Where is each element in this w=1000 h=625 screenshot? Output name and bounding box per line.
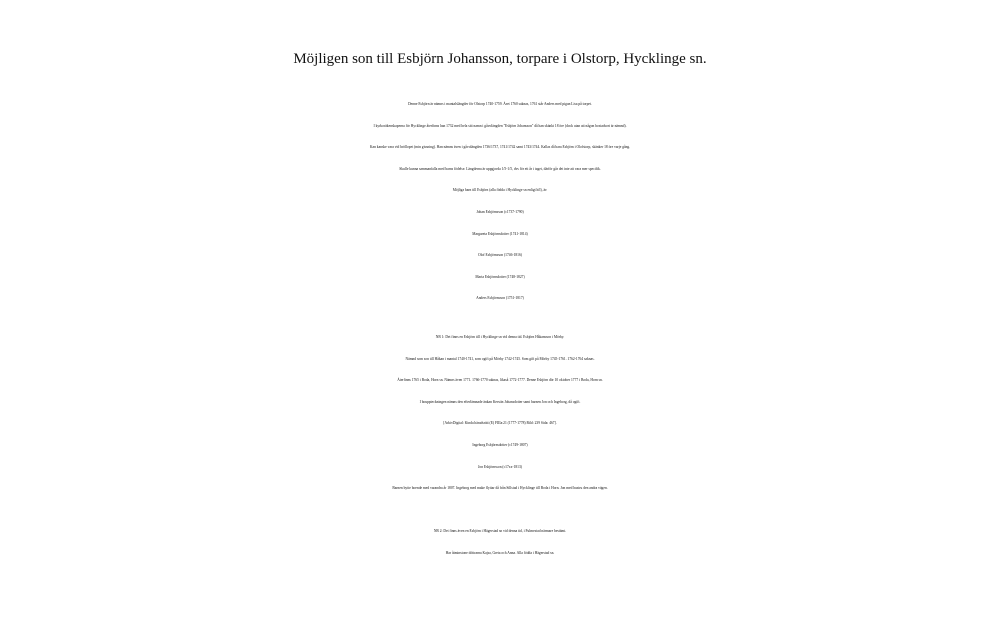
text-line: Återfinns 1765 i Boda, Horn sn. Nämns även 1771. 1766-1770 saknas, likaså 1772-1777. Denne Esbjörn dör 10 oktober 1777 i Boda, Horn sn. <box>397 378 603 383</box>
text-line: Skulle kunna sammanfalla med barns födelse. Längderna är uppgjorda 1/5-1/5, dvs för ett år i taget, därför går det inte att vara mer specifik. <box>399 166 601 171</box>
text-line: NB 1: Det finns en Esbjörn till i Hycklinge sn vid denna tid. Esbjörn Håkansson i Mörby. <box>435 335 565 339</box>
child-entry: Margareta Esbjörnsdotter (1741-1814) <box>472 231 528 236</box>
child-entry: Ingeborg Esbjörnsdotter (c1749-1807) <box>472 442 528 447</box>
intro-paragraph <box>0 94 1000 310</box>
nb2-paragraph <box>0 521 1000 564</box>
text-line: Kan kanske vara vid bröllopet (min gissning). Han nämns även i gåvolängden 1736/1737, 1741/1742 samt 1743/1744. Kallas då bara Esbjörn i Olofstorp, skänker 18 öre varje gång. <box>369 145 631 150</box>
text-line: I kyrkoräkenskaperna för Hycklinge återfinns han 1732 med hela sitt namn i gåvolängden "Esbjörn Johansson" då han skänkt 18 öre (dock utan att någon bostadsort är nämnd). <box>373 123 627 128</box>
child-entry: Maria Esbjörnsdotter (1748-1827) <box>475 274 525 279</box>
text-line: Nämnd som son till Håkan i mantal 1740-1741, som ogift på Mörby 1742-1745. Som gift på Mörby 1745-1761. 1762-1764 saknas. <box>405 356 595 361</box>
child-entry: Anders Esbjörnsson (1751-1817) <box>476 296 524 301</box>
text-line: Möjliga barn till Esbjörn (alla födda i Hycklinge sn enligt hfl), är: <box>452 188 548 193</box>
child-entry: Olof Esbjörnsson (1746-1816) <box>478 253 522 258</box>
text-line: Denne Esbjörn är nämns i mantalslängder för Olstorp 1740-1759. Året 1760 saknas, 1761 står Anders med pigan Lisa på torpet. <box>408 102 592 106</box>
text-line: I bouppteckningen nämns den efterlämnade änkan Kerstin Johansdotter samt barnen Jon och Ingeborg, då ogift. <box>419 399 581 404</box>
child-entry: Johan Esbjörnsson (c1737-1790) <box>476 209 524 214</box>
text-line: Har åtminstone döttrarna Kajsa, Greta och Anna. Alla födda i Hägerstad sn. <box>445 550 555 555</box>
text-line: Barnen bytte boende med varandra år 1807. Ingeborg med make flyttar då från Sillstad i Hycklinge till Boda i Horn. Jon med hustru den andra vägen. <box>392 486 608 491</box>
page-title: Möjligen son till Esbjörn Johansson, torpare i Olstorp, Hycklinge sn. <box>293 51 707 67</box>
nb1-paragraph <box>0 327 1000 500</box>
child-entry: Jon Esbjörnsson (c17xx-1813) <box>478 464 522 469</box>
source-reference: [ArkivDigital: Kinda häradsrätt (E) FIIIa:21 (1777-1778) Bild: 239 Sida: 467]. <box>443 421 557 426</box>
text-line: NB 2: Det finns även en Esbjörn i Hägerstad sn vid denna tid, i Fulmestad närmare bestämt. <box>433 529 567 533</box>
